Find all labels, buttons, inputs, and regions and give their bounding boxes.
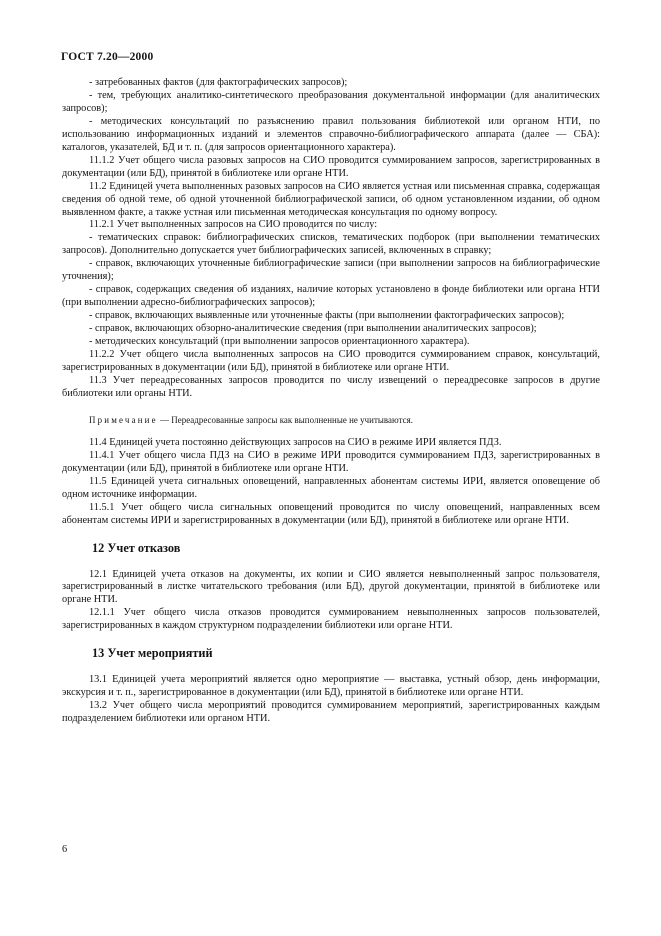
paragraph: 11.4.1 Учет общего числа ПДЗ на СИО в режиме ИРИ проводится суммированием ПДЗ, зарегистрированных в документации (или БД), принятой в библиотеке или органе НТИ. [62,449,600,474]
page-number: 6 [62,844,68,855]
paragraph: 11.2.1 Учет выполненных запросов на СИО проводится по числу: [89,219,378,231]
paragraph: 11.2.2 Учет общего числа выполненных запросов на СИО проводится суммированием справок, консультаций, зарегистрированных в документации (или БД), принятой в библиотеке или органе НТИ. [62,349,600,373]
paragraph: - затребованных фактов (для фактографических запросов); [89,77,348,88]
paragraph: 11.1.2 Учет общего числа разовых запросов на СИО проводится суммированием запросов, зарегистрированных в документации (или БД), принятой в библиотеке или органе НТИ. [62,154,600,179]
paragraph: - методических консультаций (при выполнении запросов ориентационного характера). [89,336,470,348]
paragraph: 13.2 Учет общего числа мероприятий проводится суммированием мероприятий, зарегистрированных каждым подразделением библиотеки или органом НТИ. [62,700,600,725]
paragraph: 11.3 Учет переадресованных запросов проводится по числу извещений о переадресовке запросов в другие библиотеки или органы НТИ. [62,374,600,399]
paragraph: - справок, содержащих сведения об изданиях, наличие которых установлено в фонде библиотеки или органа НТИ (при выполнении адресно-библиографических запросов); [62,284,600,309]
paragraph: - справок, включающих выявленные или уточненные факты (при выполнении фактографических запросов); [89,310,565,322]
section-heading-13: 13 Учет мероприятий [92,646,213,661]
paragraph: 11.5.1 Учет общего числа сигнальных оповещений проводится по числу оповещений, направленных всем абонентам системы ИРИ и зарегистрированных в документации (или БД), принятой в библиотеке или органе НТИ. [62,501,600,526]
paragraph: - тематических справок: библиографических списков, тематических подборок (при выполнении тематических запросов). Дополнительно допускается учет библиографических записей, включенных в справку; [62,232,600,257]
section-heading-12: 12 Учет отказов [92,540,181,555]
paragraph: - тем, требующих аналитико-синтетического преобразования документальной информации (для аналитических запросов); [62,89,600,114]
document-header: ГОСТ 7.20—2000 [61,51,154,63]
paragraph: 13.1 Единицей учета мероприятий является одно мероприятие — выставка, устный обзор, день информации, экскурсия и т. п., зарегистрированное в документации (или БД), принятой в библиотеке или органе НТИ. [62,674,600,699]
paragraph: 11.4 Единицей учета постоянно действующих запросов на СИО в режиме ИРИ является ПДЗ. [89,436,502,448]
paragraph: 12.1 Единицей учета отказов на документы, их копии и СИО является невыполненный запрос пользователя, зарегистрированный в листке читательского требования (или БД), другой документации, принятой в библиотеке или органе НТИ. [62,568,600,606]
paragraph: - справок, включающих уточненные библиографические записи (при выполнении запросов на библиографические уточнения); [62,258,600,283]
paragraph: - справок, включающих обзорно-аналитические сведения (при выполнении аналитических запросов); [89,323,537,335]
paragraph: 12.1.1 Учет общего числа отказов проводится суммированием невыполненных запросов пользователей, зарегистрированных в каждом структурном подразделении библиотеки или органе НТИ. [62,607,600,632]
document-body [62,77,600,726]
paragraph: 11.5 Единицей учета сигнальных оповещений, направленных абонентам системы ИРИ, является оповещение об одном источнике информации. [62,475,600,500]
note-label: Примечание [89,414,158,425]
paragraph: - методических консультаций по разъяснению правил пользования библиотекой или органом НТИ, по использованию информационных изданий и элементов справочно-библиографического аппарата (далее — СБА): каталогов, указателей, БД и т. п. (для запросов ориентационного характера). [62,115,600,153]
note [62,414,600,426]
paragraph: 11.2 Единицей учета выполненных разовых запросов на СИО является устная или письменная справка, содержащая сведения об одной теме, об одной уточненной библиографической записи, об одном установленном издании, об одном выявленном факте, а также устная или письменная методическая консультация по одному вопросу. [62,180,600,218]
note-text: — Переадресованные запросы как выполненные не учитываются. [160,414,414,425]
